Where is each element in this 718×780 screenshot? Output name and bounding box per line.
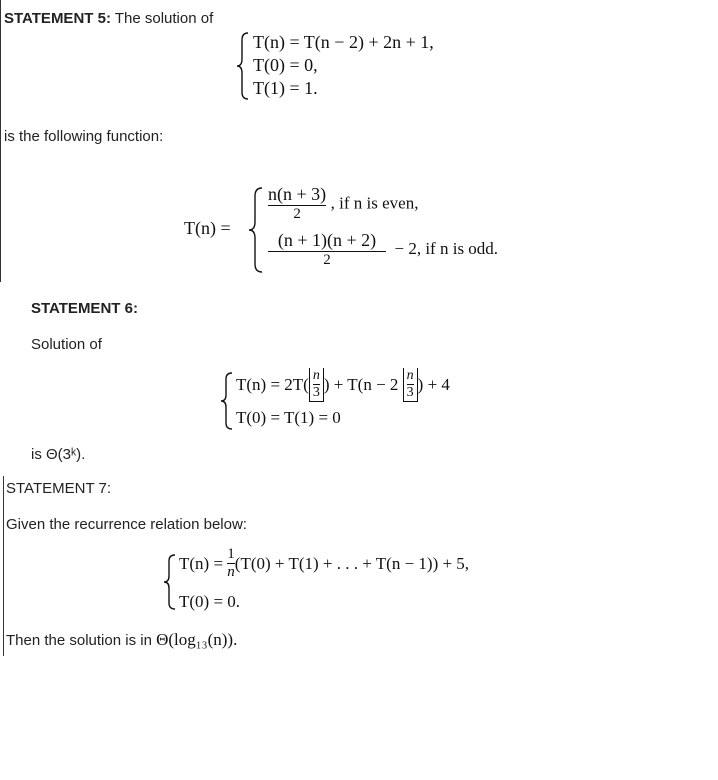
statement7-fraction-denominator: n	[227, 564, 235, 581]
statement7-system-brace	[163, 554, 177, 610]
statement5-case2-fraction	[268, 230, 386, 269]
statement7-conclusion-math: Θ(log₁₃(n)).	[156, 630, 238, 649]
statement6-floor-2	[403, 368, 418, 402]
statement5-eq1: T(n) = T(n − 2) + 2n + 1,	[253, 32, 434, 52]
statement7-eq1	[179, 546, 469, 582]
statement7-label: STATEMENT 7:	[6, 480, 112, 497]
statement7-eq1-rhs: (T(0) + T(1) + . . . + T(n − 1)) + 5,	[234, 553, 470, 573]
statement5-eq2: T(0) = 0,	[253, 55, 318, 75]
statement5-case2	[268, 230, 498, 269]
statement5-lhs: T(n) =	[184, 218, 231, 238]
statement6-conclusion-text: is Θ(3ᵏ).	[31, 446, 86, 463]
statement5-case1-denominator: 2	[268, 205, 326, 223]
statement5-intro: The solution of	[114, 10, 214, 27]
statement6-eq1-part-a: T(n) = 2T(	[236, 375, 309, 395]
statement5-case1	[268, 184, 418, 223]
statement6-floor1-numerator: n	[312, 368, 320, 383]
statement5-middle-text: is the following function:	[4, 128, 164, 145]
statement5-case1-fraction	[268, 184, 326, 223]
statement6-eq1-part-b: ) + T(n − 2	[323, 375, 399, 395]
statement5-case2-numerator: (n + 1)(n + 2)	[277, 230, 377, 250]
statement7-fraction-numerator: 1	[227, 546, 235, 562]
statement5-case2-condition: − 2, if n is odd.	[394, 239, 499, 259]
statement6-floor2-numerator: n	[406, 368, 414, 383]
statement7-intro: Given the recurrence relation below:	[6, 516, 247, 533]
statement6-eq2: T(0) = T(1) = 0	[236, 408, 341, 427]
statement5-heading	[4, 10, 213, 27]
statement5-label: STATEMENT 5:	[4, 10, 111, 27]
statement6-eq1-part-c: ) + 4	[417, 375, 450, 395]
statement6-floor-1	[309, 368, 324, 402]
statement7-eq1-lhs: T(n) =	[179, 553, 224, 573]
statement7-conclusion-text: Then the solution is in	[6, 632, 152, 649]
statement7-eq2: T(0) = 0.	[179, 592, 241, 611]
statement7-fraction	[227, 546, 235, 582]
statement7-conclusion	[6, 630, 237, 650]
statement6-system-brace	[220, 372, 234, 430]
statement7-left-border	[3, 476, 4, 656]
statement5-case1-condition: , if n is even,	[330, 193, 419, 213]
statement5-case1-numerator: n(n + 3)	[268, 184, 327, 204]
statement5-case2-denominator: 2	[268, 251, 386, 269]
statement6-label: STATEMENT 6:	[31, 300, 138, 317]
statement6-eq1	[236, 368, 450, 402]
statement6-floor1-denominator: 3	[312, 385, 320, 401]
statement5-system-brace	[236, 32, 250, 100]
statement6-conclusion	[31, 446, 85, 463]
statement5-eq3: T(1) = 1.	[253, 78, 318, 98]
statement6-floor2-denominator: 3	[406, 385, 414, 401]
statement5-cases-brace	[248, 187, 264, 273]
statement5-left-border	[0, 0, 1, 282]
statement6-intro: Solution of	[31, 336, 102, 353]
